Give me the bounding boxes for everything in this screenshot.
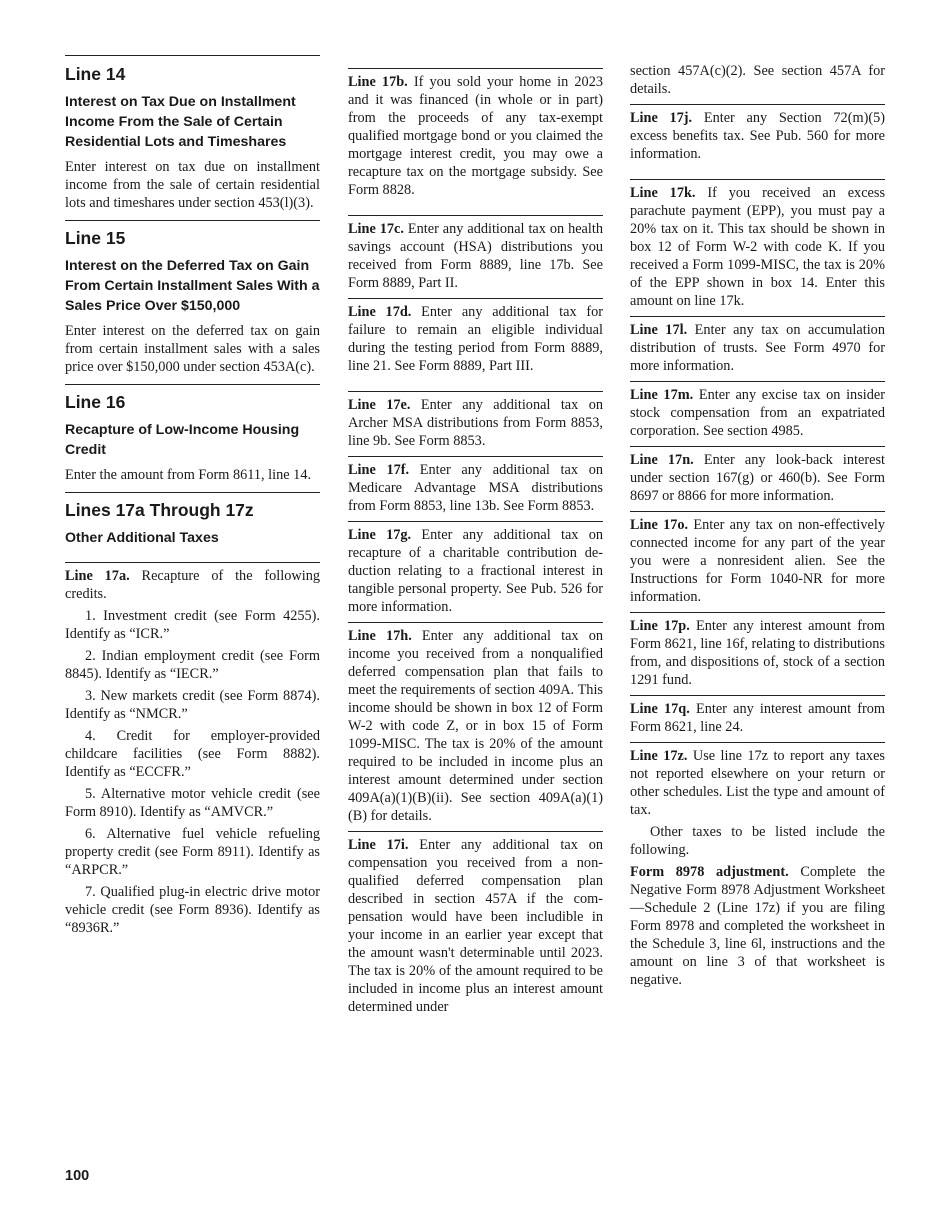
line17n-entry bbox=[630, 447, 885, 505]
line17z-text: Use line 17z to report any taxes not reported elsewhere on your return or other schedules. List the type and amount of tax. bbox=[630, 748, 885, 818]
line17j-entry bbox=[630, 105, 885, 163]
line16-subheading: Recapture of Low-Income Housing Credit bbox=[65, 422, 300, 458]
line17a-item: 7. Qualified plug-in electric drive motor vehicle credit (see Form 8936). Identify as “8936R.” bbox=[65, 884, 320, 936]
line17a-item: 6. Alternative fuel vehicle refueling property credit (see Form 8911). Identify as “ARPCR.” bbox=[65, 826, 320, 878]
form8978-text: Complete the Negative Form 8978 Adjustment Worksheet—Schedule 2 (Line 17z) if you are filing Form 8978 and completed the worksheet in the Schedule 3, line 6l, instructions and the amount on line 3 of that worksheet is negative. bbox=[630, 864, 885, 988]
line17k-text: If you received an excess parachute payment (EPP), you must pay a 20% tax on it. This tax should be shown in box 12 of Form W-2 with code K. If you received a Form 1099-MISC, the tax is 20% of the EPP shown in box 14. Enter this amount on line 17k. bbox=[630, 185, 886, 309]
line17a-item: 4. Credit for employer-provided childcare facilities (see Form 8882). Identify as “ECCFR.” bbox=[65, 728, 320, 780]
line17q-entry bbox=[630, 696, 885, 736]
line17z-entry bbox=[630, 743, 885, 989]
line17h-text: Enter any additional tax on income you received from a nonqualified deferred compensation plan that fails to meet the requirements of section 409A. This income should be shown in box 12 of Form W-2 with code Z, or in box 15 of Form 1099-MISC. The tax is 20% of the amount required to be included in income plus an interest amount determined under section 409A(a)(1)(B)(ii). See section 409A(a)(1)(B) for details. bbox=[348, 628, 603, 824]
line14-text: Enter interest on tax due on installment income from the sale of certain residential lots and timeshares under section 453(l)(3). bbox=[65, 159, 320, 211]
form8978-label: Form 8978 adjustment. bbox=[630, 864, 789, 880]
line17a-item: 5. Alternative motor vehicle credit (see Form 8910). Identify as “AMVCR.” bbox=[65, 786, 320, 820]
line17m-entry bbox=[630, 382, 885, 440]
line16-heading: Line 16 bbox=[65, 392, 126, 412]
line17o-entry bbox=[630, 512, 885, 606]
line17a-item: 2. Indian employment credit (see Form 8845). Identify as “IECR.” bbox=[65, 648, 320, 682]
section-rule bbox=[65, 220, 320, 221]
line17b-text: If you sold your home in 2023 and it was financed (in whole or in part) from the proceeds of any tax-exempt qualified mortgage bond or you claimed the mortgage interest credit, you may owe a recapture tax on the mortgage subsidy. See Form 8828. bbox=[348, 74, 603, 198]
line17a-item: 3. New markets credit (see Form 8874). Identify as “NMCR.” bbox=[65, 688, 320, 722]
line17h-label: Line 17h. bbox=[348, 628, 412, 644]
line17j-label: Line 17j. bbox=[630, 110, 693, 126]
section-rule bbox=[65, 492, 320, 493]
column-3 bbox=[630, 62, 885, 995]
line17n-label: Line 17n. bbox=[630, 452, 694, 468]
line17l-label: Line 17l. bbox=[630, 322, 688, 338]
line17c-entry bbox=[348, 216, 603, 292]
line17z-text2: Other taxes to be listed include the following. bbox=[630, 824, 885, 858]
line17p-text: Enter any interest amount from Form 8621, line 16f, relating to distributions from, and dispositions of, stock of a section 1291 fund. bbox=[630, 618, 885, 688]
line17g-entry bbox=[348, 522, 603, 616]
line17a-label: Line 17a. bbox=[65, 568, 130, 584]
line17e-entry bbox=[348, 392, 603, 450]
line17m-label: Line 17m. bbox=[630, 387, 694, 403]
line17n-text: Enter any look-back interest under section 167(g) or 460(b). See Form 8697 or 8866 for more information. bbox=[630, 452, 886, 504]
line17g-label: Line 17g. bbox=[348, 527, 412, 543]
line17c-text: Enter any additional tax on health savings account (HSA) distributions you received from Form 8889, line 17b. See Form 8889, Part II. bbox=[348, 221, 603, 291]
line17a-text: Recapture of the following credits. bbox=[65, 568, 320, 602]
line17j-text: Enter any Section 72(m)(5) excess benefits tax. See Pub. 560 for more information. bbox=[630, 110, 886, 162]
line17l-text: Enter any tax on accumulation distribution of trusts. See Form 4970 for more information. bbox=[630, 322, 885, 374]
page-number: 100 bbox=[65, 1168, 90, 1184]
line17a-item: 1. Investment credit (see Form 4255). Identify as “ICR.” bbox=[65, 608, 320, 642]
line17l-entry bbox=[630, 317, 885, 375]
line17d-text: Enter any additional tax for failure to remain an eligible individual during the testing period from Form 8889, line 21. See Form 8889, Part III. bbox=[348, 304, 604, 374]
line15-text: Enter interest on the deferred tax on gain from certain installment sales with a sales price over $150,000 under section 453A(c). bbox=[65, 323, 320, 375]
line17o-label: Line 17o. bbox=[630, 517, 689, 533]
line17f-label: Line 17f. bbox=[348, 462, 410, 478]
line17e-text: Enter any additional tax on Archer MSA distributions from Form 8853, line 9b. See Form 8853. bbox=[348, 397, 603, 449]
lines17-heading: Lines 17a Through 17z bbox=[65, 500, 254, 520]
section-rule bbox=[65, 384, 320, 385]
line17m-text: Enter any excise tax on insider stock compensation from an expatriated corporation. See section 4985. bbox=[630, 387, 885, 439]
line15-subheading: Interest on the Deferred Tax on Gain From Certain Installment Sales With a Sales Price Over $150,000 bbox=[65, 258, 320, 314]
column-1 bbox=[65, 55, 320, 943]
line17i-label: Line 17i. bbox=[348, 837, 409, 853]
line17o-text: Enter any tax on non-effectively connected income for any part of the year you were a nonresident alien. See the Instructions for Form 1040-NR for more information. bbox=[630, 517, 886, 605]
line16-text: Enter the amount from Form 8611, line 14. bbox=[65, 467, 312, 483]
line17b-label: Line 17b. bbox=[348, 74, 408, 90]
line17g-text: Enter any additional tax on recapture of a charitable contribution deduction relating to a fractional interest in tangible personal property. See Pub. 526 for more information. bbox=[348, 527, 604, 615]
line17d-label: Line 17d. bbox=[348, 304, 412, 320]
line17p-label: Line 17p. bbox=[630, 618, 690, 634]
line17i-entry bbox=[348, 832, 603, 1016]
line15-heading: Line 15 bbox=[65, 228, 126, 248]
line14-subheading: Interest on Tax Due on Installment Income From the Sale of Certain Residential Lots and Timeshares bbox=[65, 94, 296, 150]
lines17-subheading: Other Additional Taxes bbox=[65, 530, 219, 546]
line17f-text: Enter any additional tax on Medicare Advantage MSA distributions from Form 8853, line 13b. See Form 8853. bbox=[348, 462, 603, 514]
line17a-entry bbox=[65, 563, 320, 937]
line17z-label: Line 17z. bbox=[630, 748, 688, 764]
line17h-entry bbox=[348, 623, 603, 825]
line17e-label: Line 17e. bbox=[348, 397, 411, 413]
line17i-text: Enter any additional tax on compensation you received from a nonqualified deferred compensation plan described in section 457A if the compensation would have been includible in your income in an earlier year except that the amount wasn't determinable until 2023. The tax is 20% of the amount required to be included in income plus an interest amount determined under bbox=[348, 837, 603, 1015]
line17k-label: Line 17k. bbox=[630, 185, 696, 201]
line17q-text: Enter any interest amount from Form 8621, line 24. bbox=[630, 701, 885, 735]
line17k-entry bbox=[630, 180, 885, 310]
column-2 bbox=[348, 68, 603, 1022]
line17f-entry bbox=[348, 457, 603, 515]
line17b-entry bbox=[348, 69, 603, 199]
line17i-continued: section 457A(c)(2). See section 457A for details. bbox=[630, 63, 885, 97]
line17p-entry bbox=[630, 613, 885, 689]
line17c-label: Line 17c. bbox=[348, 221, 404, 237]
section-rule bbox=[65, 55, 320, 56]
line17d-entry bbox=[348, 299, 603, 375]
line14-heading: Line 14 bbox=[65, 64, 126, 84]
line17q-label: Line 17q. bbox=[630, 701, 690, 717]
